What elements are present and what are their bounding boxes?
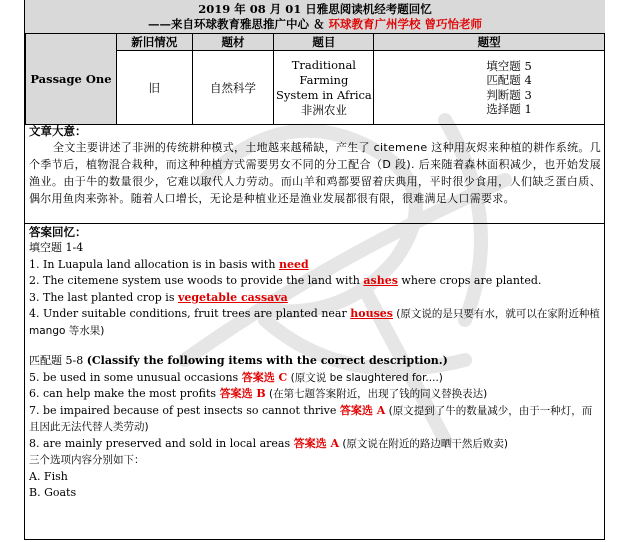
title-cell <box>274 51 374 125</box>
spacer <box>25 339 605 353</box>
match-item-6: 6. can help make the most profits 答案选 B (在第七题答案附近，出现了钱的同义替换表达) <box>29 387 488 400</box>
fill-item-2: 2. The citemene system use woods to provide the land with ashes where crops are planted. <box>29 274 542 287</box>
header-source-teacher: 环球教育广州学校 曾巧怡老师 <box>328 17 483 31</box>
fill-item-3: 3. The last planted crop is vegetable cassava <box>29 290 288 304</box>
match-answer-5: 答案选 C <box>241 370 288 384</box>
question-types-cell <box>374 51 605 125</box>
col-header-category: 题材 <box>192 34 274 51</box>
match-answer-7: 答案选 A <box>339 403 386 417</box>
question-type-judge: 判断题 3 <box>486 87 532 102</box>
match-heading: 匹配题 5-8 (Classify the following items with the correct description.) <box>29 354 448 367</box>
title-line-en1: Traditional Farming <box>291 57 356 87</box>
header-date-title: 2019 年 08 月 01 日雅思阅读机经考题回忆 <box>198 2 432 16</box>
col-header-status: 新旧情况 <box>116 34 192 51</box>
summary-title: 文章大意： <box>29 124 87 138</box>
match-item-8: 8. are mainly preserved and sold in local areas 答案选 A (原文说在附近的路边晒干然后败卖) <box>29 436 509 450</box>
fill-answer-2: ashes <box>363 274 398 287</box>
answers-title: 答案回忆： <box>29 225 87 239</box>
fill-item-1: 1. In Luapula land allocation is in basis with need <box>29 257 309 271</box>
question-type-fill: 填空题 5 <box>486 58 532 73</box>
match-answer-6: 答案选 B <box>219 387 266 400</box>
option-a: A. Fish <box>29 469 68 483</box>
header-source <box>25 17 605 32</box>
col-header-title: 题目 <box>274 34 374 51</box>
fill-item-4: 4. Under suitable conditions, fruit trees are planted near houses (原文说的是只要有水，就可以在家附近种植 mango 等水果) <box>29 307 600 337</box>
answers-section <box>25 225 605 502</box>
fill-answer-3: vegetable cassava <box>177 290 288 304</box>
document-header <box>25 0 605 34</box>
options-heading: 三个选项内容分别如下： <box>29 454 145 466</box>
col-header-question-types: 题型 <box>374 34 605 51</box>
summary-body: 全文主要讲述了非洲的传统耕种模式，土地越来越稀缺，产生了 citemene 这种用灰烬来种植的耕作系统。几个季节后，植物混合栽种，而这种种植方式需要男女不同的分工配合（D 段). 后来随着森林面积减少，也开始发展渔业。由于牛的数量很少，它难以取代人力劳动。而山羊和鸡都要留着庆典用，平时很少食用，人们缺乏蛋白质、偶尔用鱼肉来弥补。随着人口增长，无论是种植业还是渔业发展都很有限，很难满足人口需要求。 <box>29 141 601 205</box>
document-frame <box>24 0 605 540</box>
fill-answer-1: need <box>278 257 309 271</box>
category-cell: 自然科学 <box>192 51 274 125</box>
summary-section <box>25 124 605 224</box>
match-answer-8: 答案选 A <box>293 436 339 450</box>
fill-answer-4: houses <box>350 307 393 320</box>
status-cell: 旧 <box>116 51 192 125</box>
header-source-center: ——来自环球教育雅思推广中心 ＆ <box>147 17 329 31</box>
question-type-choice: 选择题 1 <box>486 102 532 116</box>
match-item-5: 5. be used in some unusual occasions 答案选 C (原文说 be slaughtered for....) <box>29 370 443 384</box>
option-b: B. Goats <box>29 486 77 499</box>
title-line-cn: 非洲农业 <box>300 102 347 117</box>
title-line-en2: System in Africa <box>275 87 372 102</box>
fill-heading: 填空题 1-4 <box>29 241 84 254</box>
question-type-match: 匹配题 4 <box>486 73 532 87</box>
match-item-7: 7. be impaired because of pest insects so cannot thrive 答案选 A (原文提到了牛的数量减少，由于一种灯，而且因此无法代替人类劳动) <box>29 403 593 433</box>
passage-label: Passage One <box>26 34 117 125</box>
passage-info-table <box>25 33 605 125</box>
